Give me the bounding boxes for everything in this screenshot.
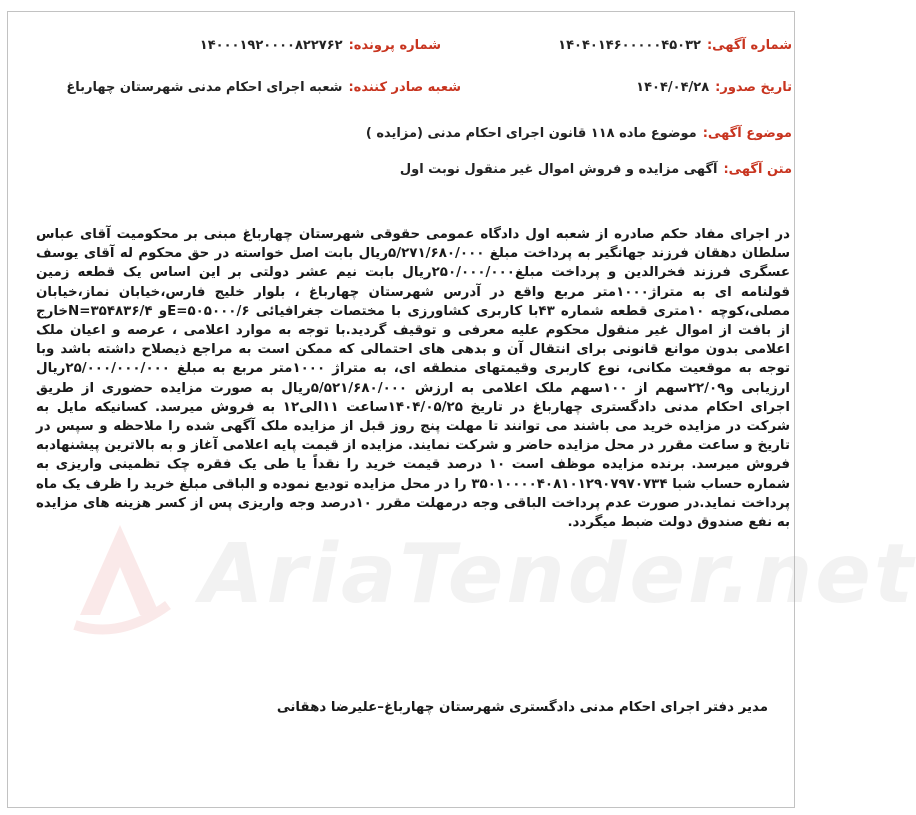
issue-date: ۱۴۰۴/۰۴/۲۸	[636, 80, 710, 95]
notice-number-label: شماره آگهی:	[706, 38, 792, 53]
case-number-label: شماره پرونده:	[348, 38, 441, 53]
issuer-label: شعبه صادر کننده:	[348, 80, 461, 95]
subject-row	[366, 126, 792, 141]
signature: مدیر دفتر اجرای احکام مدنی دادگستری شهرستان چهارباغ–علیرضا دهقانی	[276, 700, 768, 715]
text-title-row	[400, 162, 792, 177]
case-number: ۱۴۰۰۰۱۹۲۰۰۰۰۸۲۲۷۶۲	[199, 38, 343, 53]
text-title: آگهی مزایده و فروش اموال غیر منقول نوبت اول	[399, 162, 718, 177]
case-number-row	[200, 38, 441, 53]
notice-number: ۱۴۰۴۰۱۴۶۰۰۰۰۰۴۵۰۳۲	[558, 38, 701, 53]
notice-body	[36, 225, 790, 532]
subject: موضوع ماده ۱۱۸ قانون اجرای احکام مدنی (مزایده )	[365, 126, 697, 141]
issuer-row	[66, 80, 461, 95]
notice-paragraph: در اجرای مفاد حکم صادره از شعبه اول دادگاه عمومی حقوقی شهرستان چهارباغ مبنی بر محکومیت آقای عباس سلطان دهقان فرزند جهانگیر به پرداخت مبلغ ۵/۲۷۱/۶۸۰/۰۰۰ریال بابت اصل خواسته در حق محکوم له آقای یوسف عسگری فرزند فخرالدین و پرداخت مبلغ۲۵۰/۰۰۰/۰۰۰ریال بابت نیم عشر دولتی بر این اساس یک قطعه زمین قولنامه ای به متراژ۱۰۰۰متر مربع واقع در آدرس شهرستان چهارباغ ، بلوار خلیج فارس،خیابان نماز،خیابان مصلی،کوچه ۱۰متری قطعه شماره ۴۳با کاربری کشاورزی با مختصات جغرافیائی E=۵۰۵۰۰۰/۶و N=۳۵۴۸۳۶/۴خارج از بافت از اموال غیر منقول محکوم علیه معرفی و توقیف گردید.با توجه به موارد اعلامی ، عرصه و اعیان ملک اعلامی بدون موانع قانونی برای انتقال آن و بدهی های احتمالی که ممکن است به مراجع ذیصلاح داشته باشد وبا توجه به موقعیت مکانی، نوع کاربری وقیمتهای منطقه ای، به متراژ ۱۰۰۰متر مربع به مبلغ ۲۵/۰۰۰/۰۰۰/۰۰۰ریال ارزیابی و۲۲/۰۹سهم از ۱۰۰سهم ملک اعلامی به ارزش ۵/۵۲۱/۶۸۰/۰۰۰ریال به صورت مزایده حضوری از طریق اجرای احکام مدنی دادگستری چهارباغ در تاریخ ۱۴۰۴/۰۵/۲۵ساعت ۱۱الی۱۲ به فروش میرسد. کسانیکه مایل به شرکت در مزایده خرید می باشند می توانند تا مهلت پنج روز قبل از مزایده ملک آگهی شده را ملاحظه و سپس در تاریخ و ساعت مقرر در محل مزایده حاضر و شرکت نمایند. مزایده از قیمت پایه اعلامی آغاز و به بالاترین پیشنهادبه فروش میرسد. برنده مزایده موظف است ۱۰ درصد قیمت خرید را نقداً یا طی یک فقره چک تظمینی واریزی به شماره حساب شبا ۳۵۰۱۰۰۰۰۴۰۸۱۰۱۲۹۰۷۹۷۰۷۳۴ را در محل مزایده تودیع نموده و الباقی مبلغ خرید را ظرف یک ماه پرداخت نماید.در صورت عدم پرداخت الباقی وجه درمهلت مقرر ۱۰درصد وجه واریزی پس از کسر هزینه های مزایده به نفع صندوق دولت ضبط میگردد.	[36, 227, 791, 531]
issue-date-label: تاریخ صدور:	[715, 80, 792, 95]
notice-number-row	[558, 38, 792, 53]
subject-label: موضوع آگهی:	[702, 126, 792, 141]
issue-date-row	[636, 80, 792, 95]
issuer: شعبه اجرای احکام مدنی شهرستان چهارباغ	[66, 80, 343, 95]
text-label: متن آگهی:	[723, 162, 792, 177]
